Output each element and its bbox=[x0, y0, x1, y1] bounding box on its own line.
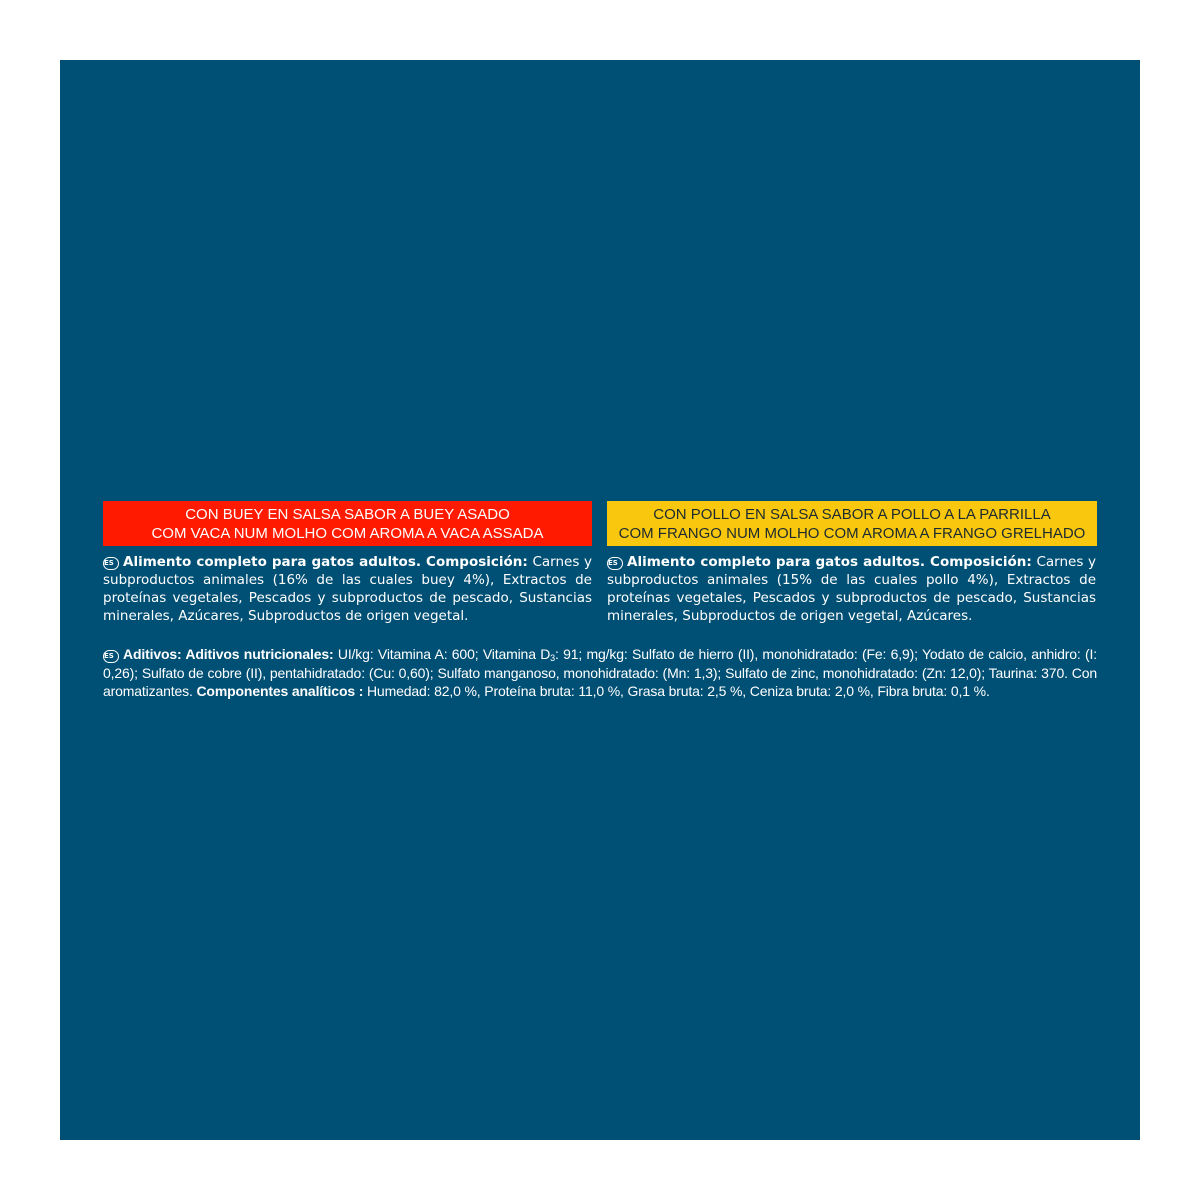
chicken-banner-line-pt: COM FRANGO NUM MOLHO COM AROMA A FRANGO GRELHADO bbox=[618, 524, 1086, 542]
chicken-composition-lead: Alimento completo para gatos adultos. Composición: bbox=[627, 554, 1032, 570]
analytic-components-lead: Componentes analíticos : bbox=[196, 683, 364, 699]
beef-composition-lead: Alimento completo para gatos adultos. Composición: bbox=[123, 554, 528, 570]
language-badge-es-icon: ES bbox=[103, 650, 119, 663]
additives-lead: Aditivos: Aditivos nutricionales: bbox=[123, 646, 334, 662]
language-badge-es-icon: ES bbox=[103, 557, 119, 570]
additives-part1: UI/kg: Vitamina A: 600; Vitamina D bbox=[333, 646, 551, 662]
additives-analytics-text bbox=[103, 645, 1097, 701]
beef-composition bbox=[103, 553, 592, 625]
chicken-variety-banner bbox=[607, 501, 1097, 546]
chicken-composition bbox=[607, 553, 1096, 625]
language-badge-es-icon: ES bbox=[607, 557, 623, 570]
beef-variety-banner bbox=[103, 501, 592, 546]
beef-banner-line-es: CON BUEY EN SALSA SABOR A BUEY ASADO bbox=[185, 505, 510, 523]
chicken-banner-line-es: CON POLLO EN SALSA SABOR A POLLO A LA PARRILLA bbox=[653, 505, 1051, 523]
chicken-composition-body: Carnes y subproductos animales (15% de las cuales pollo 4%), Extractos de proteínas vegetales, Pescados y subproductos de pescado, Sustancias minerales, Subproductos de origen vegetal, Azúcares. bbox=[607, 554, 1097, 624]
label-panel bbox=[60, 60, 1140, 1140]
beef-banner-line-pt: COM VACA NUM MOLHO COM AROMA A VACA ASSADA bbox=[151, 524, 544, 542]
beef-composition-body: Carnes y subproductos animales (16% de las cuales buey 4%), Extractos de proteínas vegetales, Pescados y subproductos de pescado, Sustancias minerales, Azúcares, Subproductos de origen vegetal. bbox=[103, 554, 593, 624]
vitamin-d-subscript: 3 bbox=[550, 653, 556, 663]
additives-part2: : 91; mg/kg: Sulfato de hierro (II), monohidratado: (Fe: 6,9); Yodato de calcio, anhidro: (I: 0,26); Sulfato de cobre (II), pentahidratado: (Cu: 0,60); Sulfato manganoso, monohidratado: (Mn: 1,3); Sulfato de zinc, monohidratado: (Zn: 12,0); Taurina: 370. Con aromatizantes. bbox=[103, 646, 1097, 699]
analytic-components-body: Humedad: 82,0 %, Proteína bruta: 11,0 %, Grasa bruta: 2,5 %, Ceniza bruta: 2,0 %, Fibra bruta: 0,1 %. bbox=[363, 683, 990, 699]
